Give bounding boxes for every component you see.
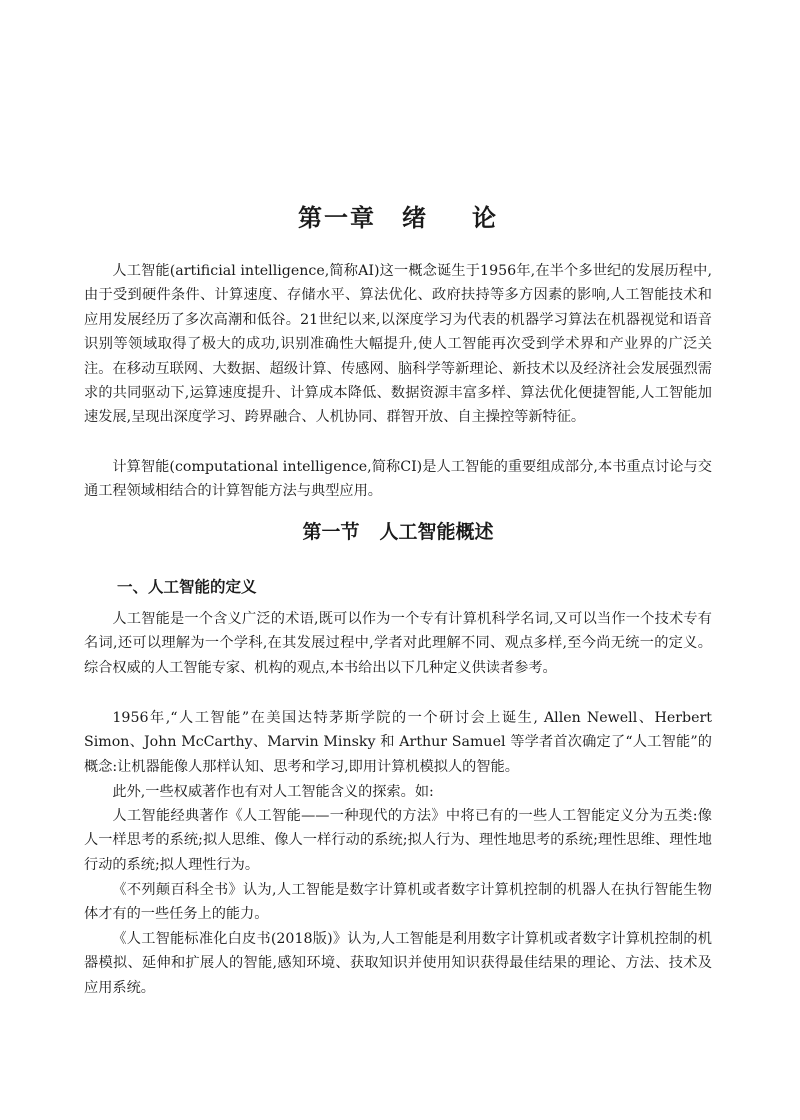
subsection-title: 一、人工智能的定义: [117, 578, 257, 596]
section-title: [84, 517, 712, 544]
intro-paragraph-2: 计算智能(computational intelligence,简称CI)是人工智能的重要组成部分,本书重点讨论与交通工程领域相结合的计算智能方法与典型应用。: [84, 459, 712, 500]
section-label: 第一节: [302, 521, 360, 543]
body-paragraph-3: 此外,一些权威著作也有对人工智能含义的探索。如:: [112, 784, 434, 800]
body-paragraph-2: 1956年,“人工智能”在美国达特茅斯学院的一个研讨会上诞生, Allen Newell、Herbert Simon、John McCarthy、Marvin Minsky 和 Arthur Samuel 等学者首次确定了“人工智能”的概念:让机器能像人那样认知、思考和学习,即用计算机模拟人的智能。: [84, 710, 712, 775]
body-paragraph-6: 《人工智能标准化白皮书(2018版)》认为,人工智能是利用数字计算机或者数字计算机控制的机器模拟、延伸和扩展人的智能,感知环境、获取知识并使用知识获得最佳结果的理论、方法、技术及应用系统。: [84, 931, 712, 996]
intro-paragraph-1: 人工智能(artificial intelligence,简称AI)这一概念诞生于1956年,在半个多世纪的发展历程中,由于受到硬件条件、计算速度、存储水平、算法优化、政府扶持等多方因素的影响,人工智能技术和应用发展经历了多次高潮和低谷。21世纪以来,以深度学习为代表的机器学习算法在机器视觉和语音识别等领域取得了极大的成功,识别准确性大幅提升,使人工智能再次受到学术界和产业界的广泛关注。在移动互联网、大数据、超级计算、传感网、脑科学等新理论、新技术以及经济社会发展强烈需求的共同驱动下,运算速度提升、计算成本降低、数据资源丰富多样、算法优化便捷智能,人工智能加速发展,呈现出深度学习、跨界融合、人机协同、群智开放、自主操控等新特征。: [84, 263, 712, 426]
section-title-text: 人工智能概述: [379, 521, 494, 543]
chapter-title: [84, 198, 712, 233]
chapter-label: 第一章: [298, 204, 376, 232]
body-paragraph-1: 人工智能是一个含义广泛的术语,既可以作为一个专有计算机科学名词,又可以当作一个技术专有名词,还可以理解为一个学科,在其发展过程中,学者对此理解不同、观点多样,至今尚无统一的定义。综合权威的人工智能专家、机构的观点,本书给出以下几种定义供读者参考。: [84, 611, 712, 676]
body-paragraph-4: 人工智能经典著作《人工智能——一种现代的方法》中将已有的一些人工智能定义分为五类:像人一样思考的系统;拟人思维、像人一样行动的系统;拟人行为、理性地思考的系统;理性思维、理性地行动的系统;拟人理性行为。: [84, 808, 712, 873]
chapter-title-char-2: 论: [472, 204, 498, 232]
chapter-title-char-1: 绪: [402, 204, 428, 232]
body-paragraph-5: 《不列颠百科全书》认为,人工智能是数字计算机或者数字计算机控制的机器人在执行智能生物体才有的一些任务上的能力。: [84, 882, 712, 923]
